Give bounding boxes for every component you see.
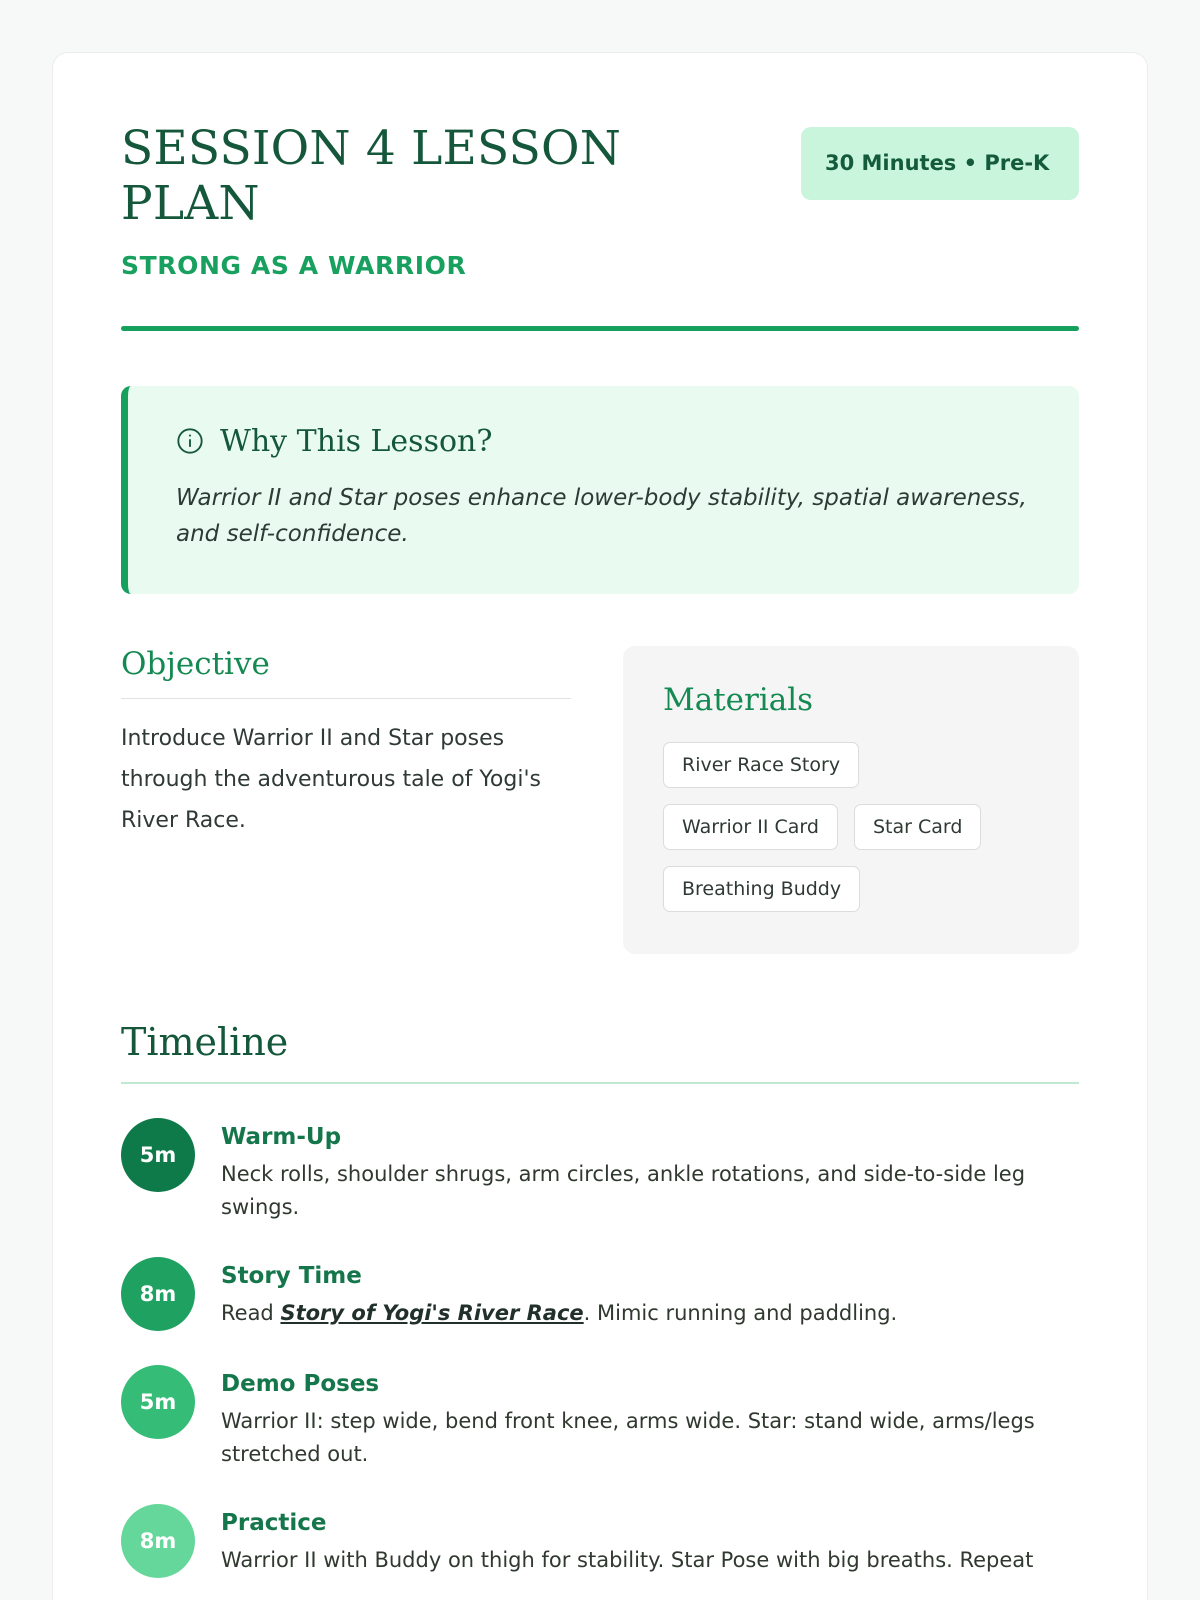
timeline-item-body (221, 1257, 1079, 1330)
why-this-lesson-callout (121, 386, 1079, 594)
story-title-emphasis: Story of Yogi's River Race (280, 1301, 584, 1326)
timeline-item (121, 1118, 1079, 1223)
materials-chip-list (663, 742, 1039, 912)
why-heading-text: Why This Lesson? (220, 423, 493, 459)
material-chip: Star Card (854, 804, 981, 850)
timeline-heading: Timeline (121, 1020, 1079, 1084)
timeline-item-title: Demo Poses (221, 1371, 380, 1398)
timeline-item (121, 1257, 1079, 1331)
timeline-item-description (221, 1544, 1079, 1577)
timeline-item-title: Warm-Up (221, 1124, 342, 1151)
header-divider (121, 326, 1079, 331)
timeline-item (121, 1504, 1079, 1578)
timeline-item-description (221, 1405, 1079, 1470)
material-chip: Breathing Buddy (663, 866, 860, 912)
objective-text: Introduce Warrior II and Star poses through the adventurous tale of Yogi's River Race. (121, 726, 541, 833)
desc-before: Neck rolls, shoulder shrugs, arm circles, ankle rotations, and side-to-side leg swings. (221, 1162, 1026, 1219)
timeline-item-title: Practice (221, 1510, 327, 1537)
timeline-item-description (221, 1297, 1079, 1330)
timeline-item-description (221, 1158, 1079, 1223)
material-chip: Warrior II Card (663, 804, 838, 850)
timeline-duration-badge: 8m (121, 1504, 195, 1578)
objective-section (121, 646, 571, 841)
timeline-item-title: Story Time (221, 1263, 362, 1290)
lesson-plan-card (52, 52, 1148, 1600)
page-title: SESSION 4 LESSON PLAN (121, 121, 622, 231)
timeline-duration-badge: 5m (121, 1118, 195, 1192)
objective-heading: Objective (121, 646, 571, 699)
timeline-list (121, 1118, 1079, 1578)
title-block (121, 121, 761, 280)
timeline-duration-badge: 8m (121, 1257, 195, 1331)
timeline-item-body (221, 1365, 1079, 1470)
document-header (121, 121, 1079, 280)
desc-before: Warrior II: step wide, bend front knee, arms wide. Star: stand wide, arms/legs stretched out. (221, 1409, 1035, 1466)
timeline-item-body (221, 1118, 1079, 1223)
materials-heading: Materials (663, 682, 814, 719)
page-subtitle: STRONG AS A WARRIOR (121, 250, 467, 280)
timeline-duration-badge: 5m (121, 1365, 195, 1439)
why-heading-row (176, 424, 1035, 459)
timeline-item-body (221, 1504, 1079, 1577)
duration-badge: 30 Minutes • Pre-K (801, 127, 1079, 200)
materials-section (623, 646, 1079, 954)
desc-before: Warrior II with Buddy on thigh for stability. Star Pose with big breaths. Repeat (221, 1548, 1034, 1573)
desc-before: Read (221, 1301, 281, 1326)
why-body-text: Warrior II and Star poses enhance lower-body stability, spatial awareness, and self-confidence. (176, 484, 1027, 547)
material-chip: River Race Story (663, 742, 859, 788)
timeline-item (121, 1365, 1079, 1470)
info-circle-icon (176, 427, 204, 455)
desc-after: . Mimic running and paddling. (583, 1301, 898, 1326)
objective-materials-row (121, 646, 1079, 954)
